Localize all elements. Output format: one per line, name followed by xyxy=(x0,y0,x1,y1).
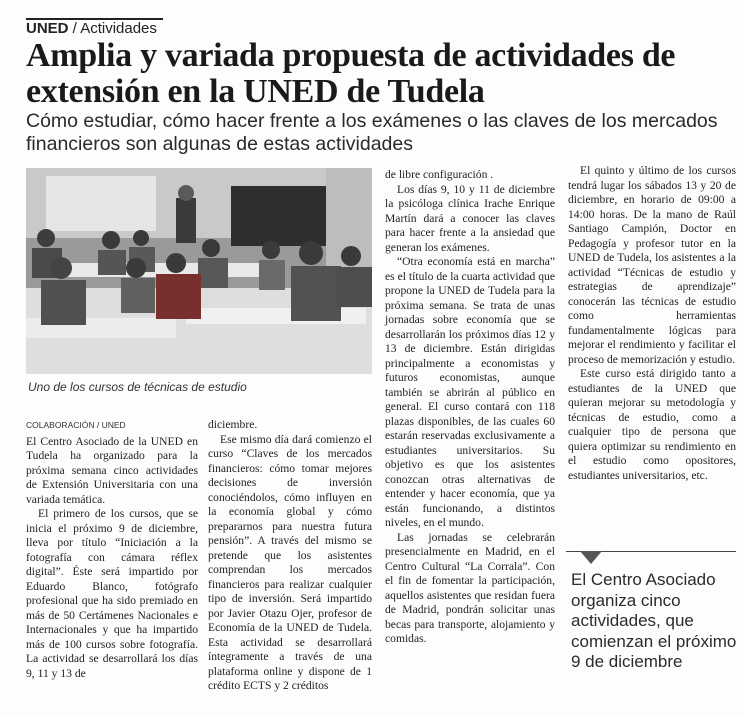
subheadline: Cómo estudiar, cómo hacer frente a los exámenes o las claves de los mercados financieros son algunas de estas actividades xyxy=(26,110,718,155)
section-tag-rest: / Actividades xyxy=(68,20,157,37)
callout-arrow-icon xyxy=(580,551,602,564)
article-paragraph: Los días 9, 10 y 11 de diciembre la psicóloga clínica Irache Enrique Martín dará a conocer las claves para hacer frente a la ansiedad que generan los exámenes. xyxy=(385,182,555,254)
article-column-2 xyxy=(208,418,372,694)
article-paragraph: El quinto y último de los cursos tendrá lugar los sábados 13 y 20 de diciembre, en horario de 09:00 a 14:00 horas. De la mano de Raúl Santiago Campión, Doctor en Pedagogía y profesor tutor en la UNED de Tudela, los asistentes a la actividad “Técnicas de estudio y estrategias de aprendizaje” conocerán las técnicas de estudio como herramientas fundamentalmente lógicas para mejorar el rendimiento y facilitar el proceso de memorización y estudio. xyxy=(568,164,736,366)
headline: Amplia y variada propuesta de actividades de extensión en la UNED de Tudela xyxy=(26,37,676,110)
article-kicker: COLABORACIÓN / UNED xyxy=(26,420,126,430)
article-paragraph: Este curso está dirigido tanto a estudiantes de la UNED que quieran mejorar su metodología y técnicas de estudio, como a cualquier tipo de persona que quiera optimizar su rendimiento en el estudio como opositores, estudiantes universitarios, etc. xyxy=(568,367,736,482)
article-column-4 xyxy=(568,164,736,483)
article-paragraph: “Otra economía está en marcha” es el título de la cuarta actividad que propone la UNED de Tudela para la próxima semana. Se trata de unas jornadas sobre economía que se desarrollarán los próximos días 12 y 13 de diciembre. Están dirigidas principalmente a economistas y futuros economistas, aunque también se abrirán al público en general. El curso contará con 118 plazas disponibles, de las cuales 60 estarán reservadas exclusivamente a estudiantes universitarios. Su objetivo es que los asistentes conozcan otras alternativas de entender y hacer economía, que ya están funcionando, a distintos niveles, en el mundo. xyxy=(385,255,555,529)
article-paragraph: El Centro Asociado de la UNED en Tudela ha organizado para la próxima semana cinco actividades de Extensión Universitaria con una variada temática. xyxy=(26,434,198,506)
classroom-photo xyxy=(26,168,372,374)
article-paragraph: El primero de los cursos, que se inicia el próximo 9 de diciembre, lleva por título “Iniciación a la fotografía con cámara réflex digital”. Éste será impartido por Eduardo Blanco, fotógrafo profesional que ha sido premiado en más de 50 Certámenes Nacionales e Internacionales y que ha impartido más de 100 cursos sobre fotografía. La actividad se desarrollará los días 9, 11 y 13 de xyxy=(26,507,198,680)
article-paragraph: Las jornadas se celebrarán presencialmente en Madrid, en el Centro Cultural “La Corrala”. Con el fin de fomentar la participación, aquellos asistentes que residan fuera de Madrid, pondrán solicitar unas becas para transporte, alojamiento y comidas. xyxy=(385,530,555,645)
article-paragraph: de libre configuración . xyxy=(385,168,494,181)
pull-quote: El Centro Asociado organiza cinco actividades, que comienzan el próximo 9 de diciembre xyxy=(571,570,737,671)
classroom-photo-illustration xyxy=(26,168,372,374)
article-paragraph: Ese mismo día dará comienzo el curso “Claves de los mercados financieros: cómo tomar mejores decisiones de inversión conociéndolos, cómo influyen en la economía global y cómo prepararnos para nuestra futura pensión”. A través del mismo se pretende que los asistentes comprendan los mercados financieros para realizar cualquier tipo de inversión. Será impartido por Javier Otazu Ojer, profesor de Economía de la UNED de Tudela. Esta actividad se desarrollará íntegramente a través de una plataforma online y dispone de 1 crédito ECTS y 2 créditos xyxy=(208,432,372,692)
section-tag xyxy=(26,18,163,38)
article-paragraph: diciembre. xyxy=(208,418,258,431)
photo-caption: Uno de los cursos de técnicas de estudio xyxy=(28,380,247,394)
article-column-1 xyxy=(26,418,198,681)
article-column-3 xyxy=(385,168,555,647)
section-tag-bold: UNED xyxy=(26,20,69,37)
